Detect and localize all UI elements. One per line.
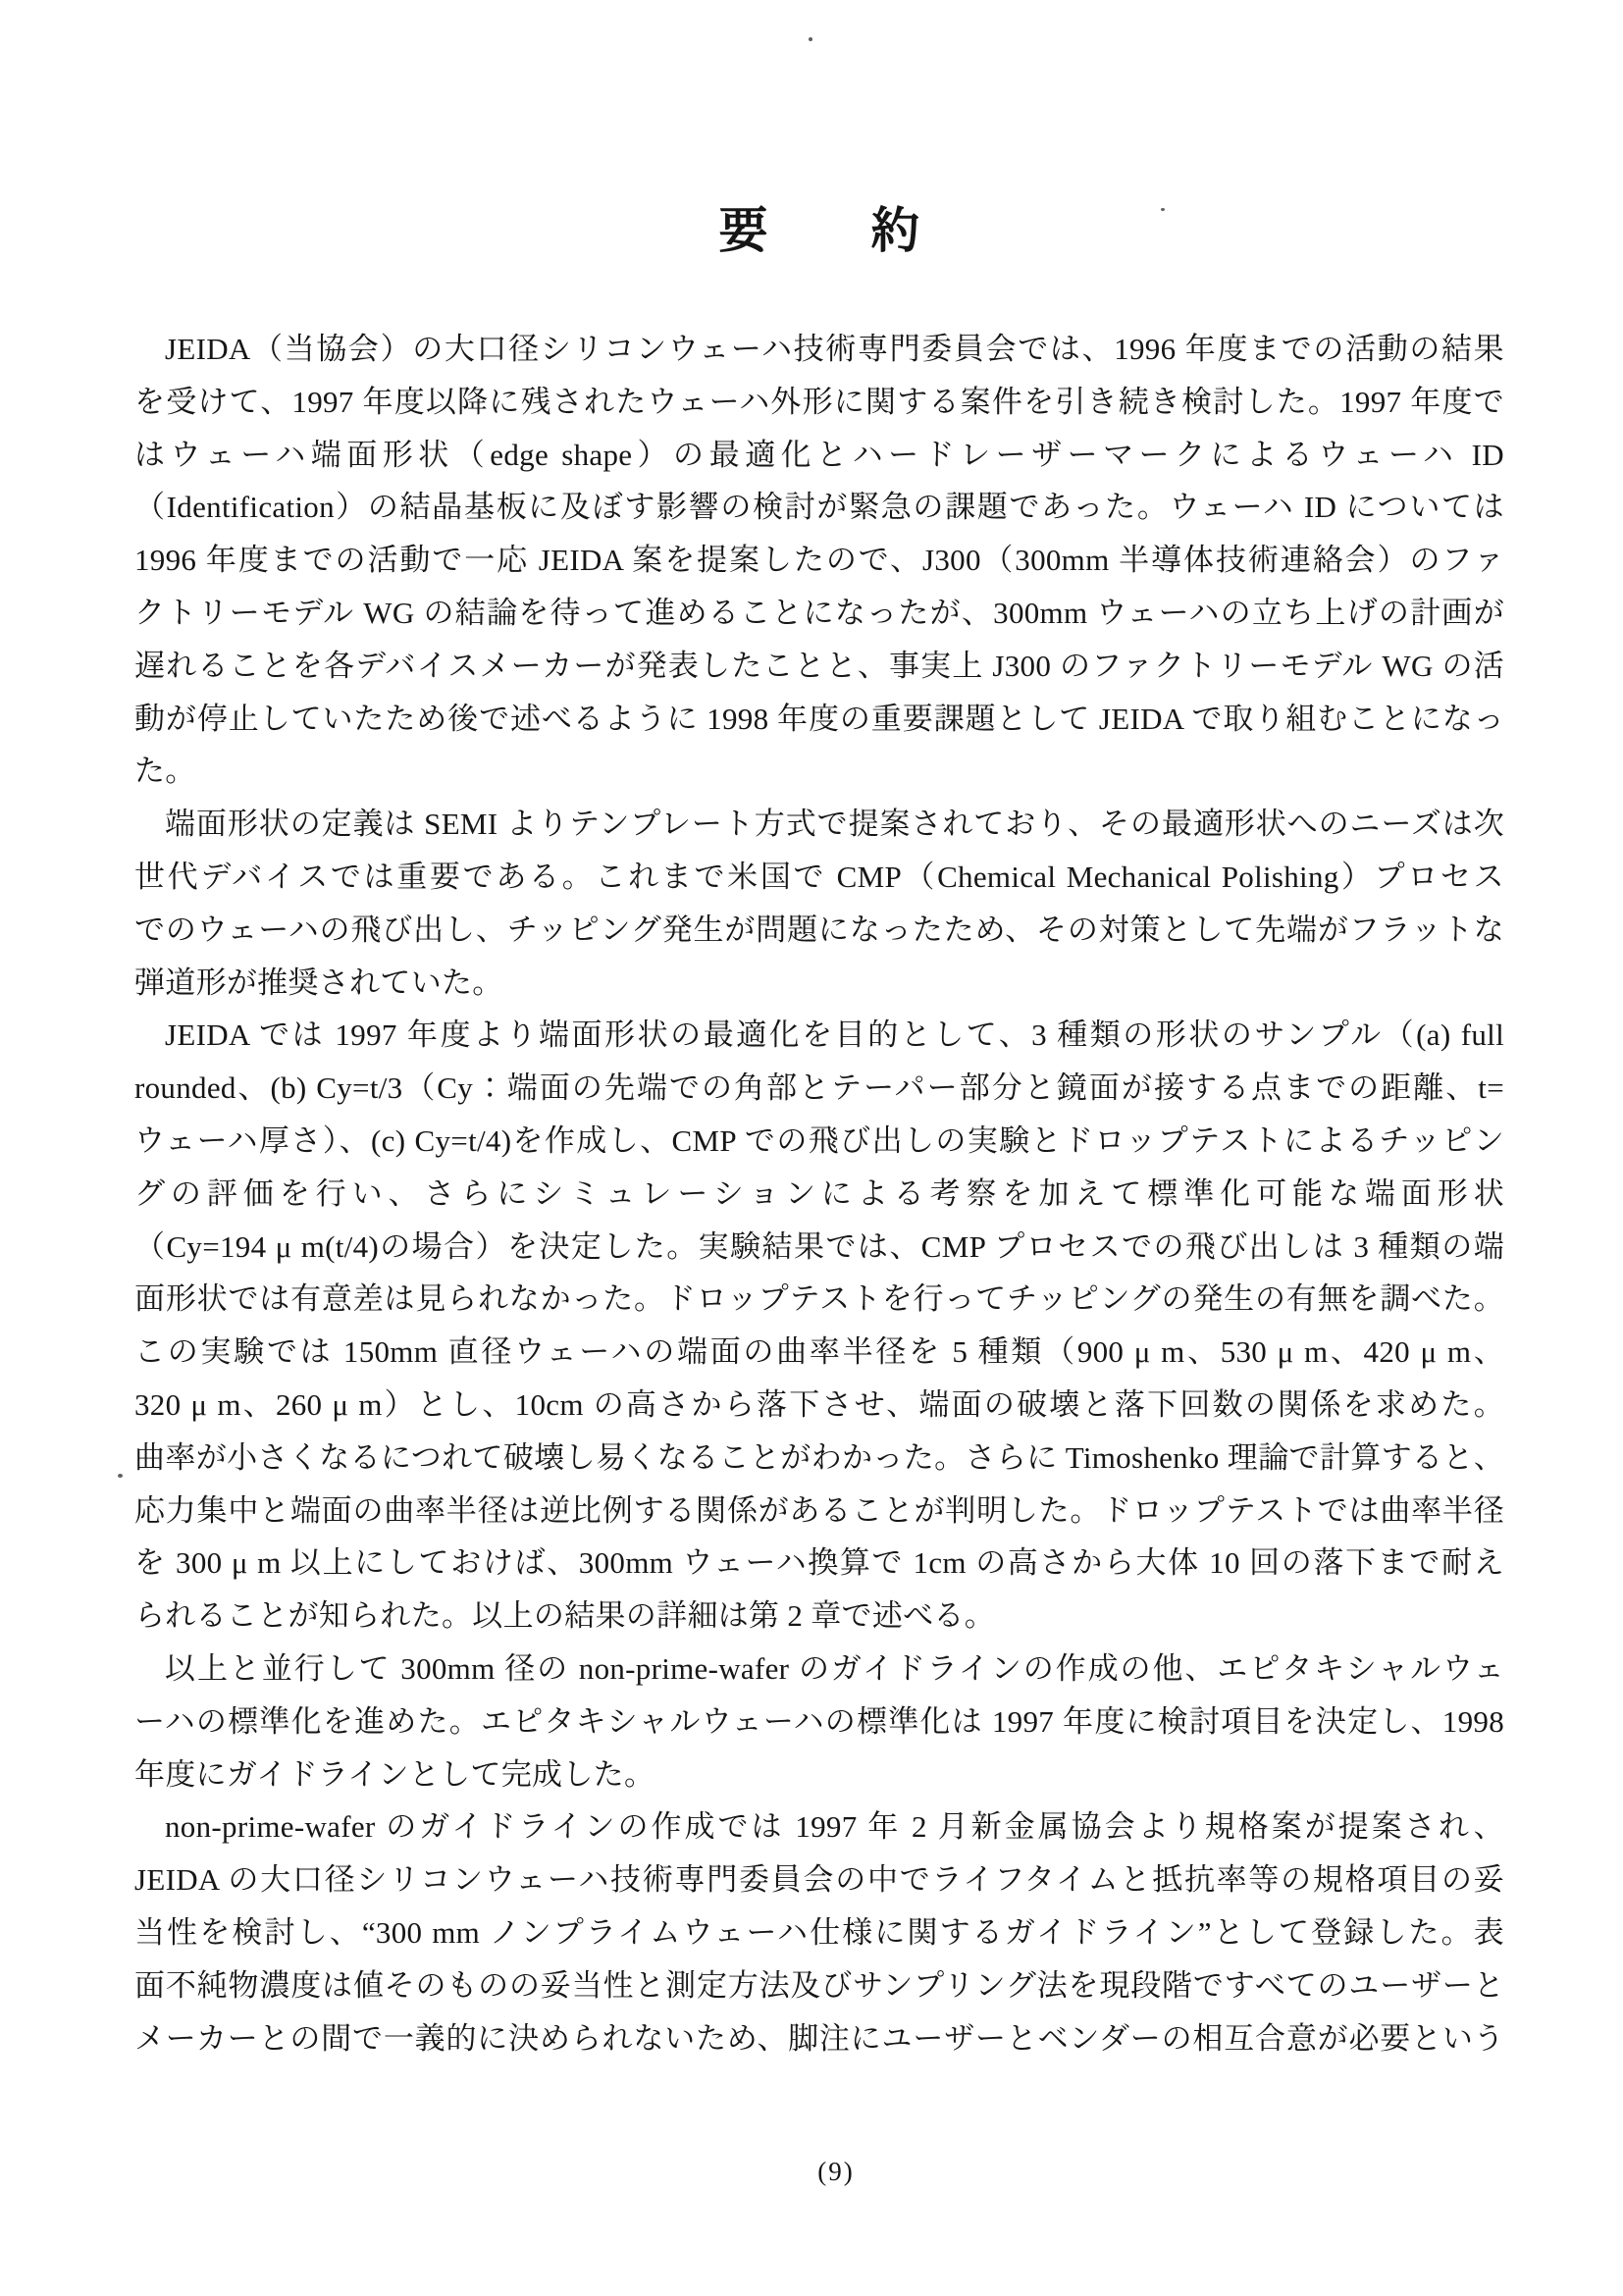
text-line: 年度にガイドラインとして完成した。 (134, 1756, 655, 1792)
text-line: 以上と並行して 300mm 径の non-prime-wafer のガイドラインの作成の他、エピタキシャルウェ (165, 1650, 1504, 1686)
text-line: グの評価を行い、さらにシミュレーションによる考察を加えて標準化可能な端面形状 (134, 1175, 1504, 1211)
text-line: 320 μ m、260 μ m）とし、10cm の高さから落下させ、端面の破壊と落下回数の関係を求めた。 (134, 1386, 1504, 1422)
text-line: 面形状では有意差は見られなかった。ドロップテストを行ってチッピングの発生の有無を調べた。 (134, 1281, 1504, 1317)
text-line: た。 (134, 754, 196, 789)
text-line: 弾道形が推奨されていた。 (134, 965, 503, 1000)
text-line: メーカーとの間で一義的に決められないため、脚注にユーザーとベンダーの相互合意が必要という (134, 2020, 1504, 2056)
text-line: 世代デバイスでは重要である。これまで米国で CMP（Chemical Mechanical Polishing）プロセス (134, 859, 1504, 894)
text-line: 端面形状の定義は SEMI よりテンプレート方式で提案されており、その最適形状へのニーズは次 (165, 807, 1504, 842)
text-line: JEIDA（当協会）の大口径シリコンウェーハ技術専門委員会では、1996 年度までの活動の結果 (165, 332, 1504, 366)
page-title: 要 約 (718, 203, 947, 258)
text-line: 当性を検討し、“300 mm ノンプライムウェーハ仕様に関するガイドライン”として登録した。表 (134, 1914, 1504, 1950)
text-line: non-prime-wafer のガイドラインの作成では 1997 年 2 月新金属協会より規格案が提案され、 (165, 1809, 1504, 1845)
text-line: を 300 μ m 以上にしておけば、300mm ウェーハ換算で 1cm の高さから大体 10 回の落下まで耐え (134, 1545, 1504, 1581)
text-line: 動が停止していたため後で述べるように 1998 年度の重要課題として JEIDA で取り組むことになっ (134, 701, 1504, 736)
text-line: （Identification）の結晶基板に及ぼす影響の検討が緊急の課題であった。ウェーハ ID については (134, 490, 1504, 525)
text-line: はウェーハ端面形状（edge shape）の最適化とハードレーザーマークによるウェーハ ID (134, 437, 1504, 472)
text-line: 面不純物濃度は値そのものの妥当性と測定方法及びサンプリング法を現段階ですべてのユーザーと (134, 1967, 1504, 2003)
text-line: （Cy=194 μ m(t/4)の場合）を決定した。実験結果では、CMP プロセスでの飛び出しは 3 種類の端 (134, 1228, 1504, 1264)
text-line: この実験では 150mm 直径ウェーハの端面の曲率半径を 5 種類（900 μ m、530 μ m、420 μ m、 (134, 1334, 1504, 1370)
scan-speck (118, 1474, 123, 1478)
body-text (134, 323, 1504, 2064)
text-line: 応力集中と端面の曲率半径は逆比例する関係があることが判明した。ドロップテストでは曲率半径 (134, 1492, 1504, 1528)
page-number: (9) (817, 2157, 855, 2186)
text-line: られることが知られた。以上の結果の詳細は第 2 章で述べる。 (134, 1598, 995, 1634)
scan-speck (1161, 208, 1165, 211)
text-line: 遅れることを各デバイスメーカーが発表したことと、事実上 J300 のファクトリーモデル WG の活 (134, 648, 1504, 683)
text-line: ーハの標準化を進めた。エピタキシャルウェーハの標準化は 1997 年度に検討項目を決定し、1998 (134, 1703, 1504, 1739)
text-line: クトリーモデル WG の結論を待って進めることになったが、300mm ウェーハの立ち上げの計画が (134, 595, 1504, 630)
scan-speck (809, 37, 812, 41)
text-line: 曲率が小さくなるにつれて破壊し易くなることがわかった。さらに Timoshenko 理論で計算すると、 (134, 1439, 1504, 1475)
text-line: を受けて、1997 年度以降に残されたウェーハ外形に関する案件を引き続き検討した。1997 年度で (134, 384, 1504, 419)
text-line: 1996 年度までの活動で一応 JEIDA 案を提案したので、J300（300mm 半導体技術連絡会）のファ (134, 543, 1504, 578)
text-line: ウェーハ厚さ）、(c) Cy=t/4)を作成し、CMP での飛び出しの実験とドロップテストによるチッピン (134, 1122, 1504, 1158)
text-line: JEIDA では 1997 年度より端面形状の最適化を目的として、3 種類の形状のサンプル（(a) full (165, 1018, 1504, 1053)
text-line: JEIDA の大口径シリコンウェーハ技術専門委員会の中でライフタイムと抵抗率等の規格項目の妥 (134, 1862, 1504, 1898)
text-line: でのウェーハの飛び出し、チッピング発生が問題になったため、その対策として先端がフラットな (134, 912, 1504, 947)
text-line: rounded、(b) Cy=t/3（Cy：端面の先端での角部とテーパー部分と鏡面が接する点までの距離、t= (134, 1070, 1504, 1106)
